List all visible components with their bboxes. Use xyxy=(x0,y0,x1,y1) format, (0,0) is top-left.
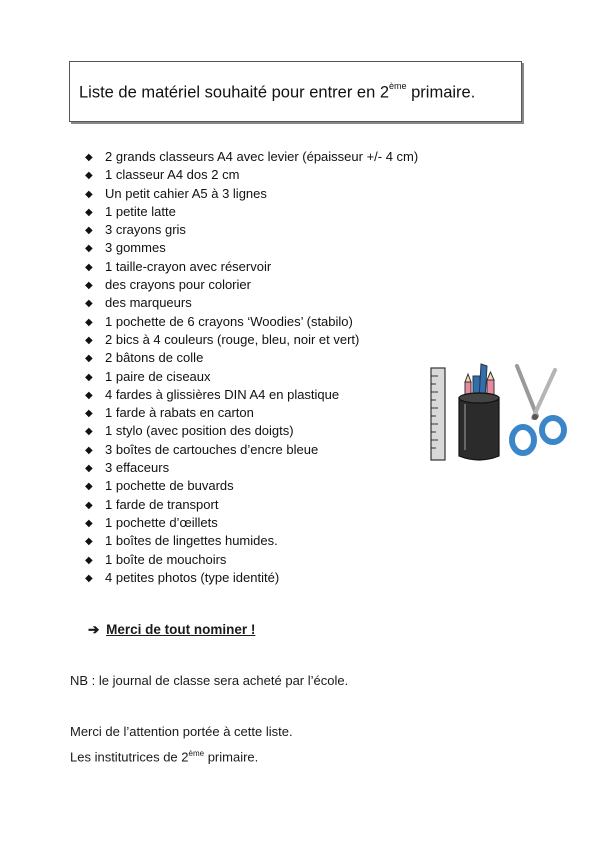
signature-text xyxy=(70,749,258,764)
merci-text: Merci de tout nominer ! xyxy=(106,622,256,637)
list-item xyxy=(85,239,418,257)
list-item-text: 3 boîtes de cartouches d’encre bleue xyxy=(105,441,319,457)
diamond-bullet-icon: ◆ xyxy=(85,152,93,163)
diamond-bullet-icon: ◆ xyxy=(85,463,93,475)
school-supplies-icon xyxy=(425,360,575,470)
diamond-bullet-icon: ◆ xyxy=(85,481,93,493)
diamond-bullet-icon: ◆ xyxy=(85,517,93,529)
list-item-text: 2 bics à 4 couleurs (rouge, bleu, noir et vert) xyxy=(105,331,360,347)
list-item-text: 1 pochette d’œillets xyxy=(105,514,218,530)
page-title xyxy=(79,83,475,103)
list-item-text: 3 gommes xyxy=(105,240,166,256)
diamond-bullet-icon: ◆ xyxy=(85,243,93,255)
list-item-text: 1 farde de transport xyxy=(105,496,219,512)
list-item-text: 2 bâtons de colle xyxy=(105,350,204,366)
list-item xyxy=(85,368,418,386)
diamond-bullet-icon: ◆ xyxy=(85,499,93,511)
title-box xyxy=(69,61,522,122)
title-text-before: Liste de matériel souhaité pour entrer en 2 xyxy=(79,83,390,102)
list-item xyxy=(85,386,418,404)
diamond-bullet-icon: ◆ xyxy=(85,298,93,310)
material-list xyxy=(85,148,418,587)
list-item-text: 4 petites photos (type identité) xyxy=(105,569,280,585)
diamond-bullet-icon: ◆ xyxy=(85,444,93,456)
list-item xyxy=(85,331,418,349)
list-item xyxy=(85,185,418,203)
list-item-text: 1 classeur A4 dos 2 cm xyxy=(105,167,240,183)
diamond-bullet-icon: ◆ xyxy=(85,371,93,383)
list-item-text: 4 fardes à glissières DIN A4 en plastique xyxy=(105,386,340,402)
list-item xyxy=(85,551,418,569)
diamond-bullet-icon: ◆ xyxy=(85,261,93,273)
list-item-text: 3 crayons gris xyxy=(105,222,186,238)
list-item xyxy=(85,313,418,331)
list-item-text: 1 stylo (avec position des doigts) xyxy=(105,423,294,439)
list-item xyxy=(85,569,418,587)
list-item xyxy=(85,477,418,495)
ruler-icon xyxy=(431,368,445,460)
arrow-icon: ➔ xyxy=(88,622,100,637)
list-item xyxy=(85,459,418,477)
list-item xyxy=(85,203,418,221)
list-item-text: des marqueurs xyxy=(105,295,192,311)
list-item xyxy=(85,221,418,239)
list-item-text: 1 pochette de 6 crayons ‘Woodies’ (stabilo) xyxy=(105,313,353,329)
diamond-bullet-icon: ◆ xyxy=(85,170,93,182)
list-item-text: 1 taille-crayon avec réservoir xyxy=(105,258,272,274)
diamond-bullet-icon: ◆ xyxy=(85,334,93,346)
list-item xyxy=(85,294,418,312)
list-item-text: 1 boîtes de lingettes humides. xyxy=(105,533,278,549)
diamond-bullet-icon: ◆ xyxy=(85,353,93,365)
merci-note xyxy=(88,622,255,638)
diamond-bullet-icon: ◆ xyxy=(85,426,93,438)
diamond-bullet-icon: ◆ xyxy=(85,408,93,420)
signature-text-after: primaire. xyxy=(204,749,259,765)
diamond-bullet-icon: ◆ xyxy=(85,316,93,328)
list-item-text: 1 pochette de buvards xyxy=(105,478,234,494)
title-text-after: primaire. xyxy=(406,83,476,102)
diamond-bullet-icon: ◆ xyxy=(85,389,93,401)
diamond-bullet-icon: ◆ xyxy=(85,572,93,584)
diamond-bullet-icon: ◆ xyxy=(85,188,93,200)
list-item-text: 2 grands classeurs A4 avec levier (épaisseur +/- 4 cm) xyxy=(105,149,419,164)
list-item xyxy=(85,441,418,459)
list-item xyxy=(85,532,418,550)
list-item xyxy=(85,404,418,422)
scissors-icon xyxy=(512,366,564,453)
list-item xyxy=(85,514,418,532)
pencil-cup-icon xyxy=(459,393,499,460)
list-item xyxy=(85,148,418,166)
title-superscript: ème xyxy=(389,81,407,91)
list-item-text: 3 effaceurs xyxy=(105,460,170,476)
nb-note: NB : le journal de classe sera acheté par l’école. xyxy=(70,673,349,688)
list-item xyxy=(85,349,418,367)
thanks-text: Merci de l’attention portée à cette liste. xyxy=(70,724,293,739)
list-item xyxy=(85,166,418,184)
list-item xyxy=(85,422,418,440)
list-item xyxy=(85,258,418,276)
diamond-bullet-icon: ◆ xyxy=(85,225,93,237)
list-item-text: Un petit cahier A5 à 3 lignes xyxy=(105,185,267,201)
list-item xyxy=(85,496,418,514)
list-item-text: 1 farde à rabats en carton xyxy=(105,405,254,421)
signature-text-before: Les institutrices de 2 xyxy=(70,749,189,765)
diamond-bullet-icon: ◆ xyxy=(85,206,93,218)
diamond-bullet-icon: ◆ xyxy=(85,536,93,548)
list-item-text: 1 petite latte xyxy=(105,203,176,219)
diamond-bullet-icon: ◆ xyxy=(85,554,93,566)
list-item-text: 1 paire de ciseaux xyxy=(105,368,211,384)
list-item-text: 1 boîte de mouchoirs xyxy=(105,551,227,567)
list-item-text: des crayons pour colorier xyxy=(105,277,251,293)
signature-superscript: ème xyxy=(188,749,205,758)
list-item xyxy=(85,276,418,294)
diamond-bullet-icon: ◆ xyxy=(85,280,93,292)
